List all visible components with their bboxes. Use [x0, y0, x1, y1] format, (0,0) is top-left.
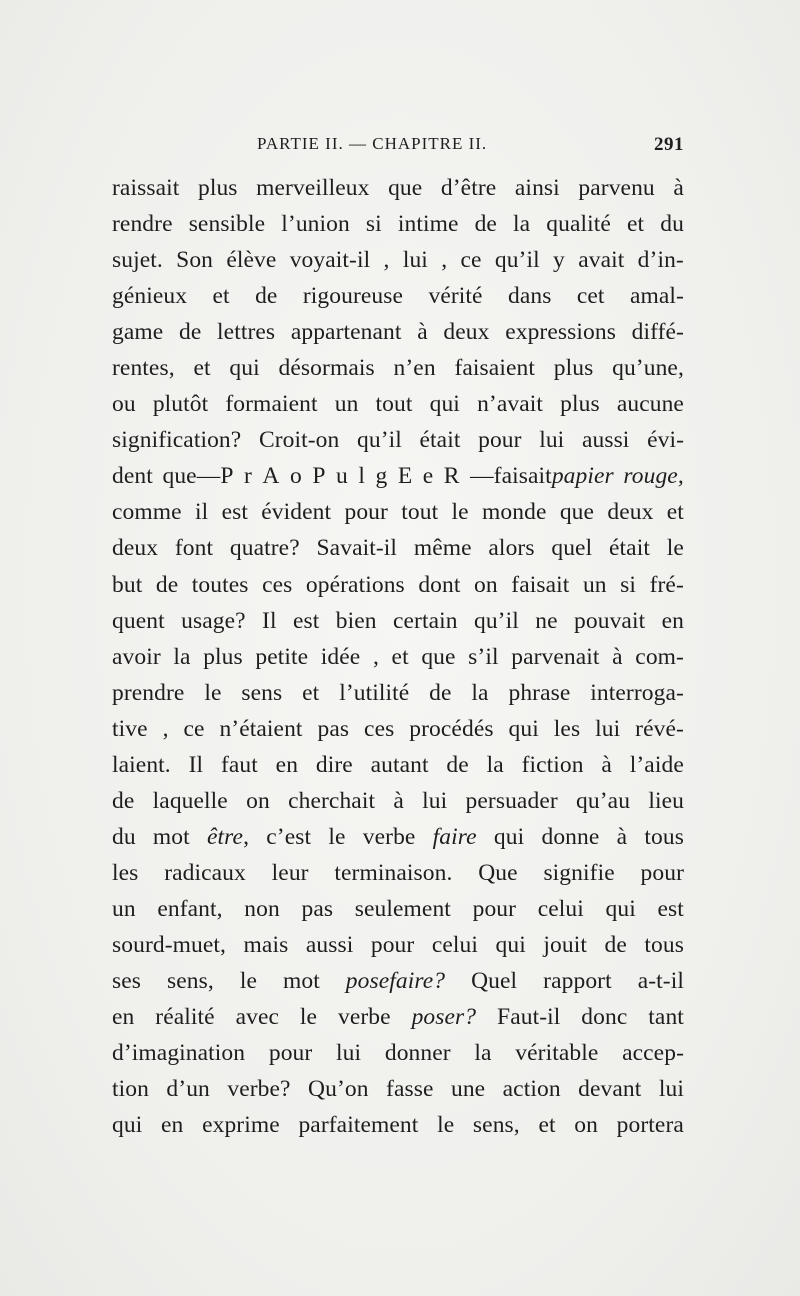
word: usage?: [181, 607, 246, 634]
word: cet: [576, 283, 605, 310]
text-line: [112, 1107, 684, 1143]
word: fiction: [521, 751, 584, 778]
word: qu’il: [494, 247, 540, 274]
page-header: [112, 134, 684, 164]
word: alors: [488, 535, 535, 562]
word: l’union: [281, 211, 350, 238]
word: pour: [268, 1040, 313, 1067]
word: à: [673, 175, 684, 201]
word: le: [666, 535, 684, 562]
page-number: 291: [654, 134, 684, 155]
text-line: [112, 675, 684, 711]
word: radicaux: [164, 859, 246, 886]
word: lui: [595, 715, 621, 742]
text-line: [112, 422, 684, 458]
word: être,: [207, 823, 250, 850]
word: plus: [560, 391, 600, 418]
running-title: PARTIE II. — CHAPITRE II.: [257, 134, 488, 153]
word: qui: [429, 391, 460, 418]
word: pour: [370, 931, 415, 958]
word: tout: [375, 391, 413, 418]
word: à: [616, 823, 628, 850]
word: comme: [112, 499, 182, 526]
word: interroga-: [590, 679, 684, 706]
word: pour: [640, 859, 684, 886]
word: que: [421, 643, 456, 670]
word: la: [474, 1040, 492, 1067]
word: une: [450, 1076, 486, 1103]
word: véritable: [515, 1040, 599, 1067]
word: qu’il: [357, 427, 402, 454]
word: c’est: [266, 823, 312, 850]
word: amal-: [629, 283, 684, 310]
word: parvenait: [511, 643, 600, 670]
word: du: [112, 823, 136, 850]
word: Que: [478, 859, 518, 886]
word: ces: [364, 715, 395, 742]
word: d’un: [166, 1076, 210, 1103]
word: Savait-il: [316, 535, 398, 562]
word: d’imagination: [112, 1040, 246, 1067]
word: il: [194, 499, 209, 526]
word: n’en: [393, 355, 436, 382]
word: n’avait: [477, 391, 544, 418]
word: deux: [607, 499, 654, 526]
word: action: [502, 1076, 561, 1103]
word: en: [112, 1004, 135, 1031]
word: posefaire?: [345, 968, 446, 995]
word: ainsi: [514, 175, 560, 201]
word: petite: [255, 643, 309, 670]
word: à: [612, 643, 623, 670]
word: faisait: [511, 571, 570, 598]
word: qu’il: [473, 607, 519, 634]
word: est: [221, 499, 248, 526]
word: tive: [112, 715, 148, 742]
word: l’aide: [629, 751, 684, 778]
word: tout: [401, 499, 439, 526]
text-line: [112, 999, 684, 1035]
word: lui: [539, 427, 565, 454]
word: deux: [112, 535, 159, 562]
word: on: [574, 1112, 598, 1139]
word: monde: [482, 499, 547, 526]
word: ces: [262, 571, 293, 598]
word: l: [358, 463, 366, 490]
word: dans: [507, 283, 552, 310]
word: est: [292, 607, 320, 634]
word: r: [243, 463, 253, 490]
word: u: [336, 463, 349, 490]
word: celui: [431, 931, 479, 958]
text-line: [112, 386, 684, 422]
word: qu’une,: [612, 355, 684, 382]
word: faut: [220, 751, 258, 778]
word: A: [262, 463, 281, 490]
word: g: [375, 463, 389, 490]
word: de: [112, 787, 135, 814]
word: fré-: [649, 571, 684, 598]
word: voyait-il: [289, 247, 371, 274]
word: réalité: [155, 1004, 215, 1031]
word: pour: [344, 499, 388, 526]
word: quatre?: [229, 535, 300, 562]
word: ce: [460, 247, 482, 274]
word: verbe: [362, 823, 416, 850]
word: aussi: [581, 427, 630, 454]
word: la: [173, 643, 191, 670]
word: tion: [112, 1076, 149, 1103]
word: lui: [336, 1040, 362, 1067]
word: pas: [317, 715, 350, 742]
word: laient.: [112, 751, 171, 778]
word: qu’au: [576, 787, 631, 814]
word: et: [302, 679, 320, 706]
word: rapport: [543, 968, 612, 995]
word: lieu: [648, 787, 684, 814]
word: intime: [397, 211, 459, 238]
word: de: [155, 571, 179, 598]
text-line: [112, 927, 684, 963]
word: qualité: [546, 211, 611, 238]
text-line: [112, 891, 684, 927]
word: sujet.: [112, 247, 163, 274]
word: Son: [176, 247, 214, 274]
word: évi-: [647, 427, 684, 454]
word: on: [246, 787, 270, 814]
word: P: [312, 463, 327, 490]
word: aucune: [616, 391, 684, 418]
word: Faut-il: [497, 1004, 561, 1031]
word: parvenu: [578, 175, 655, 201]
word: et: [193, 355, 211, 382]
word: mot: [152, 823, 190, 850]
text-line: [112, 350, 684, 386]
word: celui: [537, 895, 584, 922]
word: terminaison.: [334, 859, 453, 886]
word: et: [666, 499, 684, 526]
word: et: [391, 643, 409, 670]
word: ou: [112, 391, 136, 418]
word: seulement: [354, 895, 451, 922]
word: Qu’on: [308, 1076, 369, 1103]
word: en: [661, 607, 684, 634]
word: appartenant: [290, 319, 402, 346]
word: qui: [112, 1112, 143, 1139]
word: ce: [183, 715, 205, 742]
text-line: [112, 314, 684, 350]
word: le: [437, 1112, 455, 1139]
word: prendre: [112, 679, 185, 706]
word: le: [204, 679, 222, 706]
text-line: [112, 170, 684, 206]
word: autant: [370, 751, 429, 778]
word: mot: [282, 968, 320, 995]
word: deux: [443, 319, 490, 346]
word: Il: [262, 607, 277, 634]
word: la: [513, 211, 531, 238]
word: ,: [383, 247, 390, 274]
word: l’utilité: [339, 679, 410, 706]
word: leur: [271, 859, 309, 886]
word: de: [255, 283, 278, 310]
word: le: [299, 1004, 318, 1031]
word: tant: [648, 1004, 684, 1031]
word: plus: [203, 643, 243, 670]
word: expressions: [505, 319, 616, 346]
word: on: [474, 571, 498, 598]
word: en: [275, 751, 299, 778]
word: si: [365, 211, 382, 238]
word: de: [429, 679, 452, 706]
word: portera: [616, 1112, 684, 1139]
word: sens,: [472, 1112, 520, 1139]
word: cherchait: [288, 787, 376, 814]
word: du: [660, 211, 684, 238]
word: le: [451, 499, 469, 526]
word: pouvait: [574, 607, 646, 634]
word: parfaitement: [298, 1112, 419, 1139]
word: poser?: [411, 1004, 477, 1031]
text-line: [112, 242, 684, 278]
word: de: [178, 319, 202, 346]
body-text: [112, 170, 684, 1143]
word: en: [161, 1112, 184, 1139]
word: merveilleux: [256, 175, 370, 201]
word: à: [601, 751, 612, 778]
word: était: [609, 535, 650, 562]
word: bien: [335, 607, 377, 634]
word: lui: [402, 247, 428, 274]
word: avec: [235, 1004, 280, 1031]
word: raissait: [112, 175, 180, 201]
word: avait: [578, 247, 625, 274]
word: Quel: [471, 968, 518, 995]
word: s’il: [468, 643, 499, 670]
word: qui: [229, 355, 260, 382]
word: n’étaient: [219, 715, 303, 742]
word: tous: [644, 931, 684, 958]
text-line: [112, 1035, 684, 1071]
word: a-t-il: [637, 968, 684, 995]
word: est: [657, 895, 684, 922]
word: le: [239, 968, 257, 995]
text-line: [112, 1071, 684, 1107]
word: devant: [578, 1076, 642, 1103]
word: rentes,: [112, 355, 175, 382]
word: plus: [553, 355, 594, 382]
word: R: [443, 463, 461, 490]
word: game: [112, 319, 164, 346]
word: donne: [541, 823, 600, 850]
word: même: [413, 535, 472, 562]
word: e: [422, 463, 435, 490]
word: ,: [372, 643, 379, 670]
word: sourd-muet,: [112, 931, 227, 958]
word: la: [486, 751, 504, 778]
word: ,: [162, 715, 169, 742]
word: ses: [112, 968, 142, 995]
word: but: [112, 571, 143, 598]
word: diffé-: [631, 319, 684, 346]
word: font: [174, 535, 214, 562]
word: dire: [315, 751, 353, 778]
word: plutôt: [152, 391, 209, 418]
word: exprime: [202, 1112, 280, 1139]
text-line: [112, 530, 684, 566]
text-line: [112, 206, 684, 242]
word: vérité: [428, 283, 483, 310]
word: enfant,: [157, 895, 223, 922]
word: tous: [644, 823, 684, 850]
text-line: [112, 567, 684, 603]
word: que: [559, 499, 595, 526]
word: à: [393, 787, 404, 814]
word: dont: [418, 571, 461, 598]
word: lui: [658, 1076, 684, 1103]
word: donner: [384, 1040, 451, 1067]
word: à: [417, 319, 428, 346]
word: donc: [581, 1004, 628, 1031]
word: avoir: [112, 643, 161, 670]
word: élève: [226, 247, 277, 274]
word: Croit-on: [258, 427, 340, 454]
word: quel: [551, 535, 593, 562]
word: un: [334, 391, 359, 418]
text-line: [112, 711, 684, 747]
word: signifie: [543, 859, 615, 886]
word: un: [582, 571, 607, 598]
word: Il: [188, 751, 204, 778]
word: verbe: [337, 1004, 391, 1031]
word: révé-: [635, 715, 684, 742]
word: rendre: [112, 211, 173, 238]
word: signification?: [112, 427, 242, 454]
word: certain: [392, 607, 458, 634]
word: E: [397, 463, 414, 490]
word: de: [474, 211, 497, 238]
word: idée: [320, 643, 361, 670]
word: persuader: [465, 787, 558, 814]
word: ,: [441, 247, 448, 274]
word: désormais: [278, 355, 375, 382]
word: un: [112, 895, 136, 922]
word: phrase: [508, 679, 571, 706]
word: aussi: [305, 931, 354, 958]
word: qui: [495, 931, 526, 958]
word: faire: [432, 823, 477, 850]
word: accep-: [622, 1040, 684, 1067]
word: pas: [301, 895, 334, 922]
word: dent: [112, 463, 153, 490]
word: verbe?: [227, 1076, 291, 1103]
word: y: [553, 247, 565, 274]
text-line: [112, 819, 684, 855]
word: sens,: [167, 968, 214, 995]
text-line: [112, 639, 684, 675]
word: non: [244, 895, 280, 922]
word: de: [446, 751, 469, 778]
word: ne: [535, 607, 558, 634]
word: jouit: [543, 931, 587, 958]
word: com-: [635, 643, 684, 670]
word: lettres: [217, 319, 276, 346]
word: la: [471, 679, 489, 706]
text-line: [112, 458, 684, 494]
word: quent: [112, 607, 165, 634]
word: et: [538, 1112, 556, 1139]
word: toutes: [191, 571, 249, 598]
word: plus: [197, 175, 238, 201]
word: de: [604, 931, 627, 958]
word: pour: [478, 427, 522, 454]
text-line: [112, 278, 684, 314]
word: sens: [241, 679, 283, 706]
text-line: [112, 783, 684, 819]
word: d’in-: [637, 247, 684, 274]
word: génieux: [112, 283, 188, 310]
word: qui: [493, 823, 525, 850]
text-line: [112, 603, 684, 639]
word: était: [419, 427, 461, 454]
text-line: [112, 494, 684, 530]
word: laquelle: [152, 787, 228, 814]
word: que: [388, 175, 423, 201]
word: formaient: [225, 391, 318, 418]
word: évident: [261, 499, 332, 526]
word: mais: [243, 931, 289, 958]
word: les: [112, 859, 139, 886]
word: rigoureuse: [302, 283, 404, 310]
word: —faisaitpapier: [470, 463, 614, 490]
word: qui: [605, 895, 636, 922]
word: fasse: [386, 1076, 434, 1103]
text-line: [112, 855, 684, 891]
word: pour: [472, 895, 517, 922]
word: o: [289, 463, 303, 490]
word: que—P: [162, 463, 235, 490]
word: le: [328, 823, 346, 850]
word: lui: [422, 787, 448, 814]
word: sensible: [188, 211, 266, 238]
word: procédés: [409, 715, 494, 742]
word: et: [626, 211, 645, 238]
word: faisaient: [454, 355, 535, 382]
word: qui: [508, 715, 539, 742]
word: et: [212, 283, 230, 310]
text-line: [112, 963, 684, 999]
word: opérations: [305, 571, 405, 598]
text-line: [112, 747, 684, 783]
word: les: [553, 715, 581, 742]
word: rouge,: [623, 463, 684, 490]
word: si: [620, 571, 637, 598]
word: d’être: [440, 175, 497, 201]
